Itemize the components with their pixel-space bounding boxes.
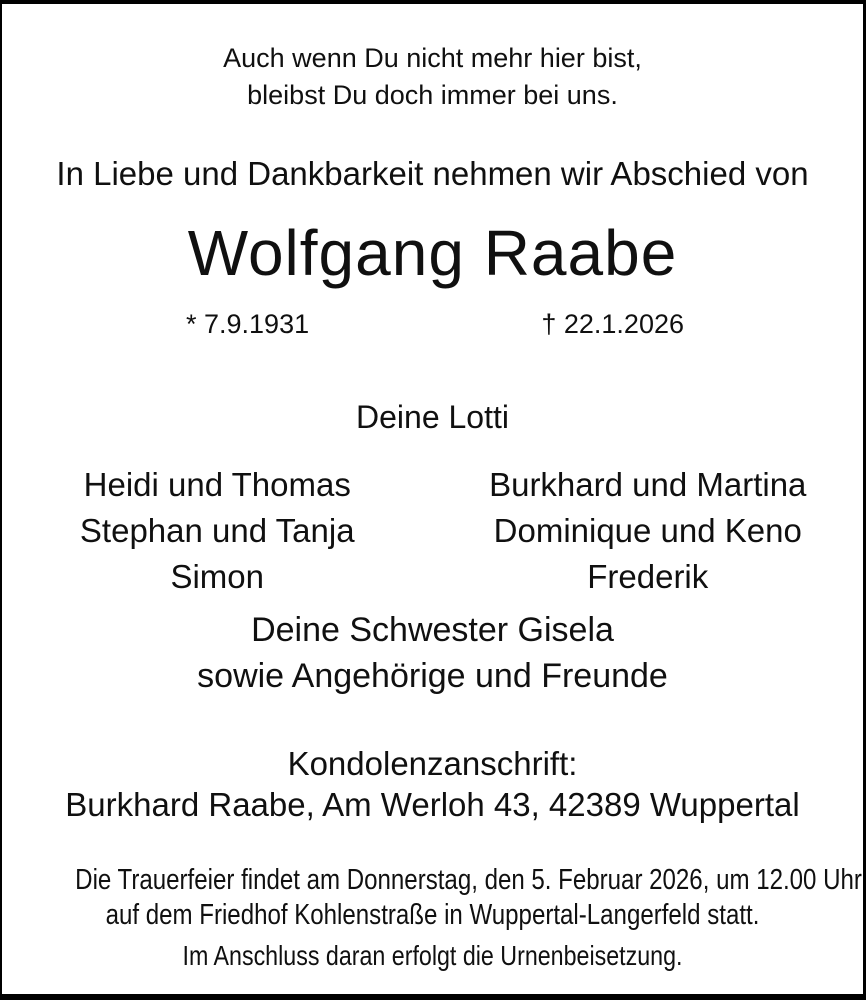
death-date: † 22.1.2026 — [541, 309, 684, 339]
funeral-info-line-2: auf dem Friedhof Kohlenstraße in Wuppertal-Langerfeld statt. — [105, 899, 760, 931]
mourners-left-column — [2, 462, 433, 600]
urn-burial-note: Im Anschluss daran erfolgt die Urnenbeisetzung. — [182, 940, 683, 971]
mourner-line: Simon — [170, 558, 265, 595]
mourner-line: Heidi und Thomas — [83, 466, 351, 503]
mourners-right-column — [433, 462, 864, 600]
chief-mourner: Deine Lotti — [356, 399, 509, 435]
epigraph-line-1: Auch wenn Du nicht mehr hier bist, — [223, 43, 642, 73]
birth-date: * 7.9.1931 — [186, 309, 310, 339]
mourners-extra — [2, 607, 863, 699]
sister-line: Deine Schwester Gisela — [251, 611, 614, 649]
funeral-info-line-1: Die Trauerfeier findet am Donnerstag, den 5. Februar 2026, um 12.00 Uhr — [75, 864, 862, 896]
mourner-line: Burkhard und Martina — [489, 466, 807, 503]
life-dates — [186, 309, 684, 340]
relatives-friends-line: sowie Angehörige und Freunde — [197, 657, 668, 695]
deceased-name: Wolfgang Raabe — [187, 217, 678, 289]
mourner-line: Frederik — [587, 558, 709, 595]
mourners-columns — [2, 462, 863, 600]
funeral-info — [75, 863, 862, 933]
epigraph — [2, 40, 863, 114]
condolence-heading: Kondolenzanschrift: — [287, 745, 578, 782]
farewell-intro: In Liebe und Dankbarkeit nehmen wir Abschied von — [56, 155, 809, 192]
epigraph-line-2: bleibst Du doch immer bei uns. — [247, 80, 618, 110]
condolence-section — [2, 743, 863, 825]
mourner-line: Dominique und Keno — [493, 512, 802, 549]
condolence-address: Burkhard Raabe, Am Werloh 43, 42389 Wuppertal — [65, 786, 800, 823]
mourner-line: Stephan und Tanja — [79, 512, 355, 549]
